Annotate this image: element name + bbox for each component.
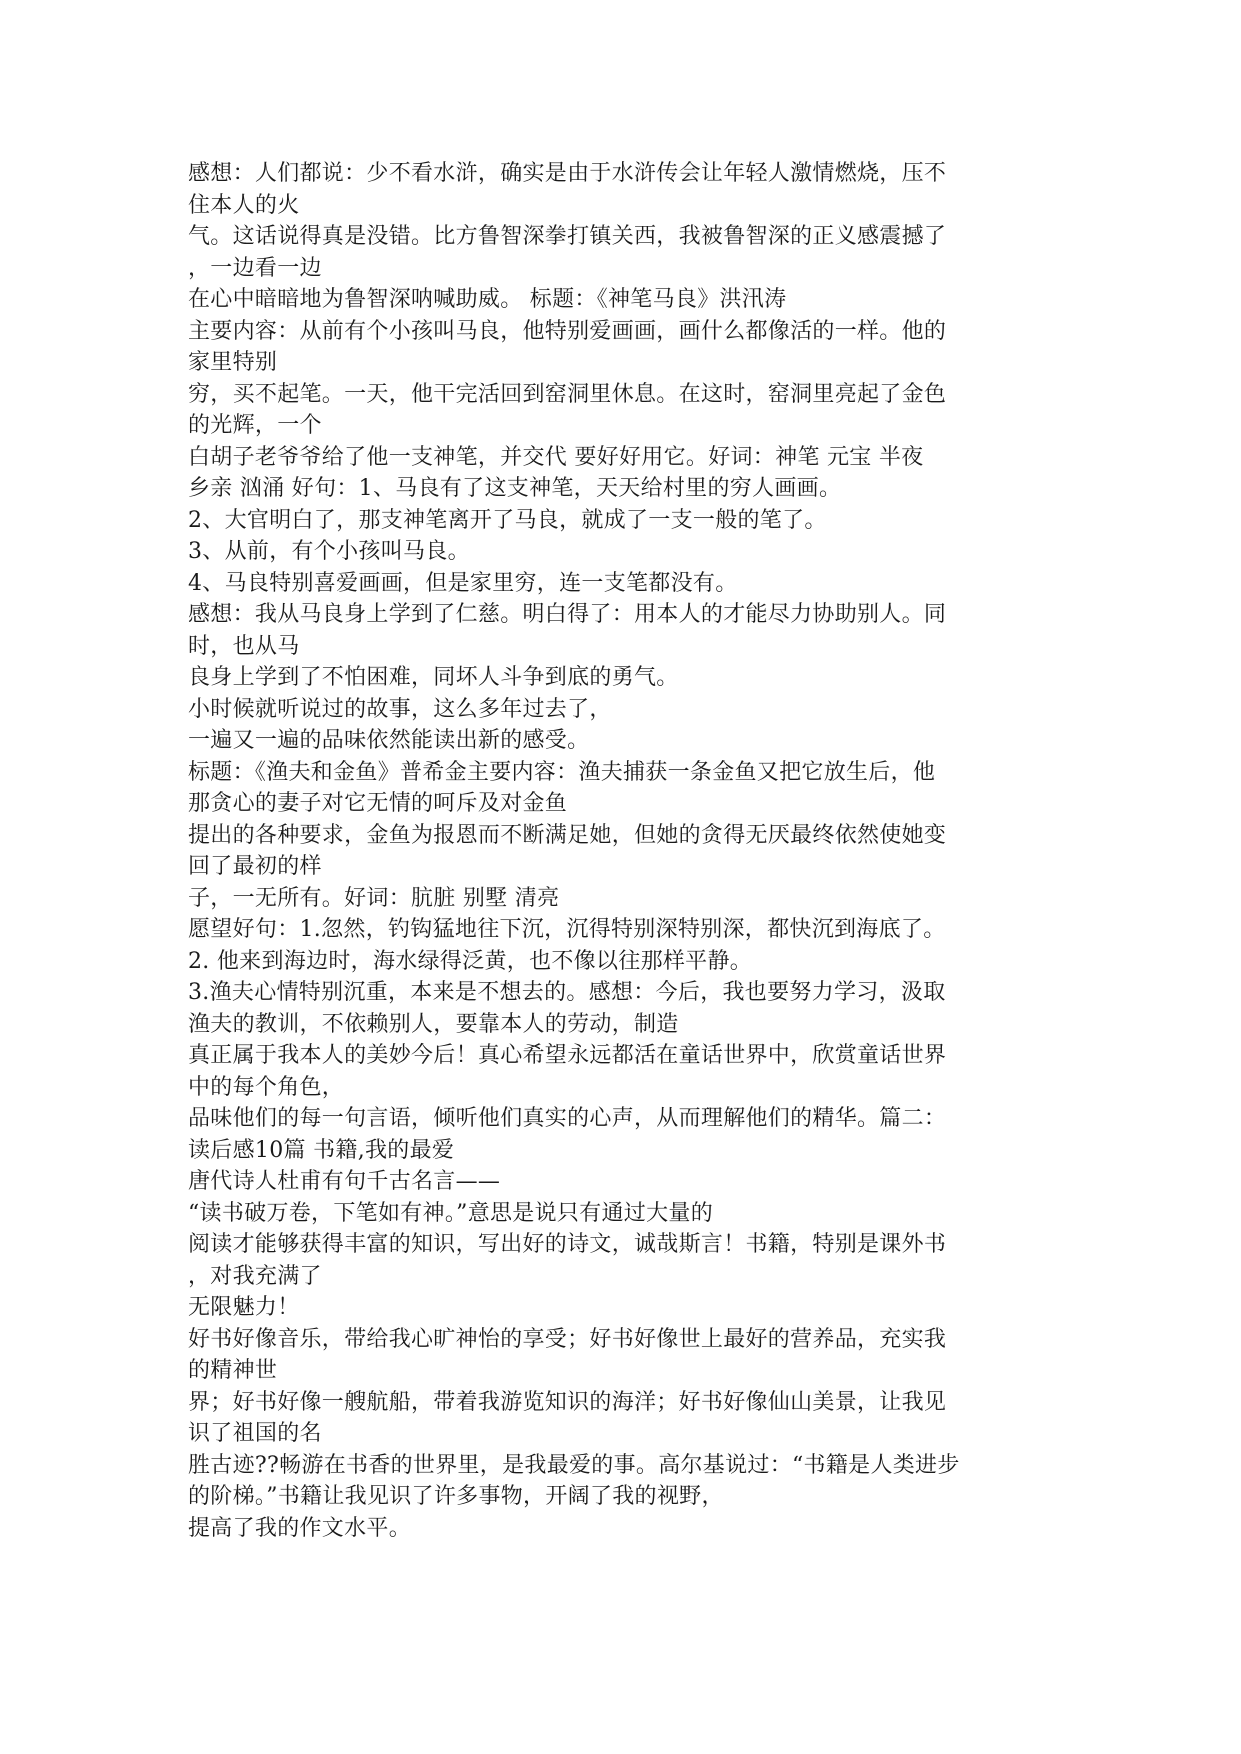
- text-line: 品味他们的每一句言语，倾听他们真实的心声，从而理解他们的精华。篇二：: [188, 1106, 947, 1131]
- text-line: 2、大官明白了，那支神笔离开了马良，就成了一支一般的笔了。: [188, 507, 827, 533]
- text-line: 家里特别: [188, 350, 278, 375]
- text-line: 感想：人们都说：少不看水浒，确实是由于水浒传会让年轻人激情燃烧，压不: [188, 161, 947, 186]
- text-line: 回了最初的样: [188, 854, 322, 879]
- text-line: 时，也从马: [188, 633, 300, 659]
- text-line: 主要内容：从前有个小孩叫马良，他特别爱画画，画什么都像活的一样。他的: [188, 318, 947, 344]
- text-line: 一遍又一遍的品味依然能读出新的感受。: [188, 728, 590, 753]
- text-line: 乡亲 汹涌 好句：1、马良有了这支神笔，天天给村里的穷人画画。: [188, 476, 842, 501]
- text-line: 界；好书好像一艘航船，带着我游览知识的海洋；好书好像仙山美景，让我见: [188, 1389, 947, 1415]
- text-line: 提高了我的作文水平。: [188, 1515, 412, 1541]
- text-line: 2. 他来到海边时，海水绿得泛黄，也不像以往那样平静。: [188, 948, 753, 974]
- text-line: 4、马良特别喜爱画画，但是家里穷，连一支笔都没有。: [188, 570, 738, 596]
- text-line: 良身上学到了不怕困难，同坏人斗争到底的勇气。: [188, 665, 679, 690]
- text-line: 真正属于我本人的美妙今后！真心希望永远都活在童话世界中，欣赏童话世界: [188, 1043, 947, 1068]
- text-line: 的精神世: [188, 1358, 278, 1383]
- text-line: 的光辉，一个: [188, 413, 322, 438]
- text-line: 的阶梯。”书籍让我见识了许多事物，开阔了我的视野，: [188, 1484, 724, 1509]
- text-line: 3.渔夫心情特别沉重，本来是不想去的。感想：今后，我也要努力学习，汲取: [188, 980, 946, 1005]
- text-line: 标题：《渔夫和金鱼》普希金主要内容：渔夫捕获一条金鱼又把它放生后，他: [188, 759, 936, 785]
- text-line: 中的每个角色，: [188, 1074, 345, 1100]
- text-line: 小时候就听说过的故事，这么多年过去了，: [188, 696, 612, 722]
- text-line: 渔夫的教训，不依赖别人，要靠本人的劳动，制造: [188, 1011, 679, 1037]
- text-line: 愿望好句：1.忽然，钓钩猛地往下沉，沉得特别深特别深，都快沉到海底了。: [188, 917, 946, 942]
- text-line: 3、从前，有个小孩叫马良。: [188, 539, 470, 564]
- text-line: 无限魅力！: [188, 1295, 300, 1320]
- text-line: 识了祖国的名: [188, 1421, 322, 1446]
- text-line: 白胡子老爷爷给了他一支神笔，并交代 要好好用它。好词：神笔 元宝 半夜: [188, 444, 924, 470]
- text-line: 胜古迹??畅游在书香的世界里，是我最爱的事。高尔基说过：“书籍是人类进步: [188, 1452, 960, 1478]
- text-line: 气。这话说得真是没错。比方鲁智深拳打镇关西，我被鲁智深的正义感震撼了: [188, 224, 947, 249]
- text-line: ，一边看一边: [188, 255, 322, 281]
- text-line: 好书好像音乐，带给我心旷神怡的享受；好书好像世上最好的营养品，充实我: [188, 1326, 947, 1352]
- text-line: 阅读才能够获得丰富的知识，写出好的诗文，诚哉斯言！书籍，特别是课外书: [188, 1232, 947, 1257]
- text-line: 住本人的火: [188, 192, 300, 218]
- text-line: 穷，买不起笔。一天，他干完活回到窑洞里休息。在这时，窑洞里亮起了金色: [188, 381, 947, 407]
- body-text: [188, 158, 1068, 1544]
- text-line: 在心中暗暗地为鲁智深呐喊助威。 标题：《神笔马良》洪汛涛: [188, 287, 787, 312]
- text-line: 感想：我从马良身上学到了仁慈。明白得了：用本人的才能尽力协助别人。同: [188, 602, 947, 627]
- text-line: “读书破万卷，下笔如有神。”意思是说只有通过大量的: [188, 1200, 713, 1226]
- text-line: 子，一无所有。好词：肮脏 别墅 清亮: [188, 885, 560, 911]
- text-line: 唐代诗人杜甫有句千古名言——: [188, 1169, 501, 1194]
- text-line: ，对我充满了: [188, 1263, 322, 1289]
- text-line: 提出的各种要求，金鱼为报恩而不断满足她，但她的贪得无厌最终依然使她变: [188, 822, 947, 848]
- text-line: 那贪心的妻子对它无情的呵斥及对金鱼: [188, 791, 568, 816]
- text-line: 读后感10篇 书籍,我的最爱: [188, 1137, 455, 1163]
